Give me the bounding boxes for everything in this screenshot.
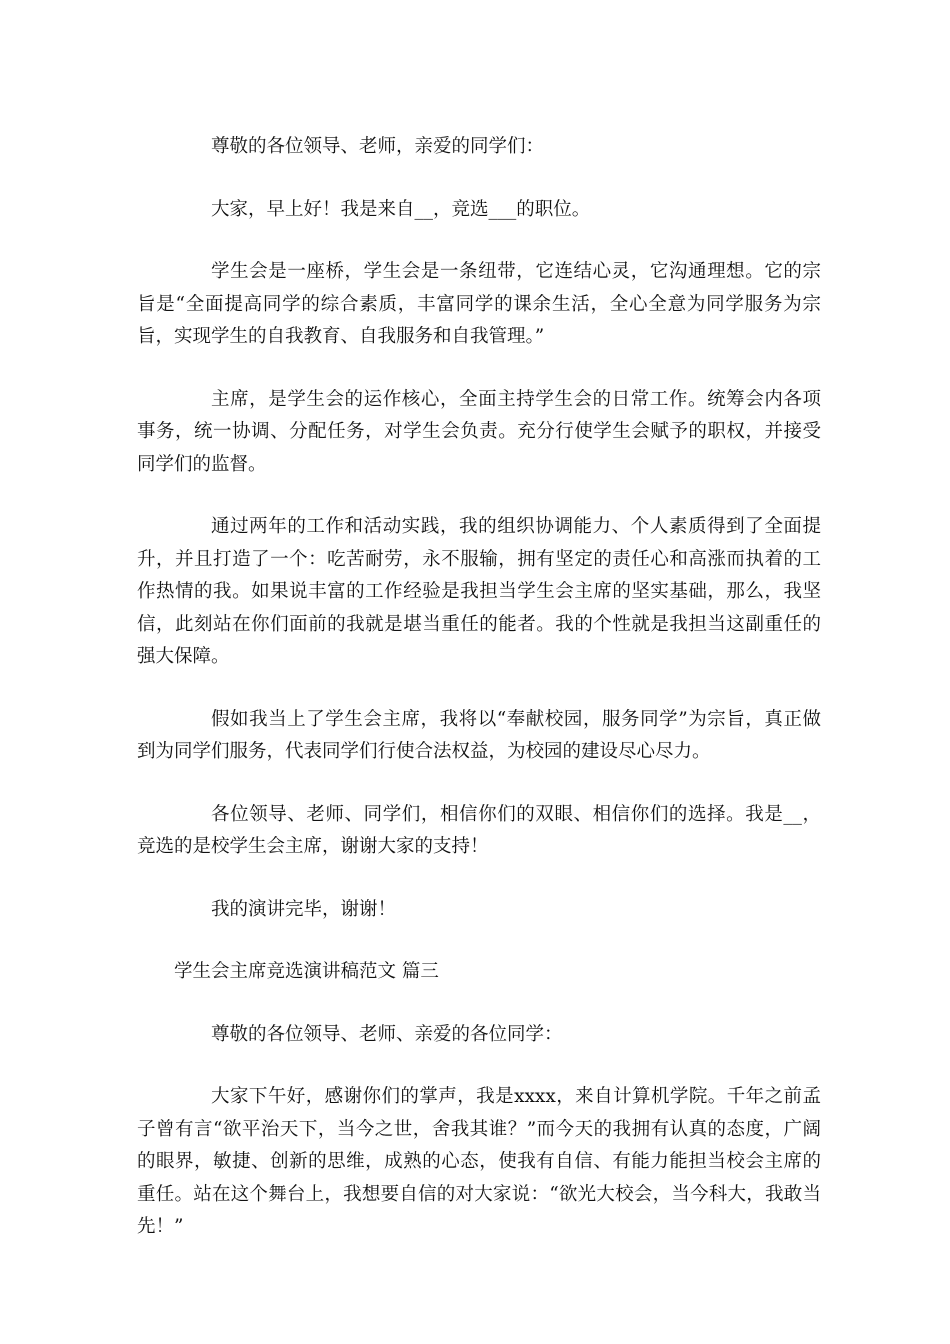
paragraph: 假如我当上了学生会主席，我将以“奉献校园，服务同学”为宗旨，真正做到为同学们服务，代表同学们行使合法权益，为校园的建设尽心尽力。	[137, 708, 821, 762]
paragraph: 各位领导、老师、同学们，相信你们的双眼、相信你们的选择。我是__，竞选的是校学生会主席，谢谢大家的支持！	[137, 803, 821, 857]
paragraph: 主席，是学生会的运作核心，全面主持学生会的日常工作。统筹会内各项事务，统一协调、分配任务，对学生会负责。充分行使学生会赋予的职权，并接受同学们的监督。	[137, 388, 821, 475]
paragraph: 我的演讲完毕，谢谢！	[211, 898, 397, 920]
paragraph: 大家下午好，感谢你们的掌声，我是xxxx，来自计算机学院。千年之前孟子曾有言“欲平治天下，当今之世，舍我其谁？”而今天的我拥有认真的态度，广阔的眼界，敏捷、创新的思维，成熟的心态，使我有自信、有能力能担当校会主席的重任。站在这个舞台上，我想要自信的对大家说：“欲光大校会，当今科大，我敢当先！”	[137, 1086, 821, 1237]
paragraph: 尊敬的各位领导、老师、亲爱的各位同学：	[211, 1023, 563, 1045]
document-body	[137, 131, 821, 1274]
paragraph: 学生会是一座桥，学生会是一条纽带，它连结心灵，它沟通理想。它的宗旨是“全面提高同学的综合素质，丰富同学的课余生活，全心全意为同学服务为宗旨，实现学生的自我教育、自我服务和自我管理。”	[137, 261, 821, 347]
paragraph: 尊敬的各位领导、老师，亲爱的同学们：	[211, 136, 545, 157]
paragraph: 通过两年的工作和活动实践，我的组织协调能力、个人素质得到了全面提升，并且打造了一个：吃苦耐劳，永不服输，拥有坚定的责任心和高涨而执着的工作热情的我。如果说丰富的工作经验是我担当学生会主席的坚实基础，那么，我坚信，此刻站在你们面前的我就是堪当重任的能者。我的个性就是我担当这副重任的强大保障。	[137, 516, 821, 667]
section-heading: 学生会主席竞选演讲稿范文 篇三	[174, 961, 439, 982]
paragraph: 大家，早上好！我是来自__，竞选___的职位。	[211, 198, 591, 220]
